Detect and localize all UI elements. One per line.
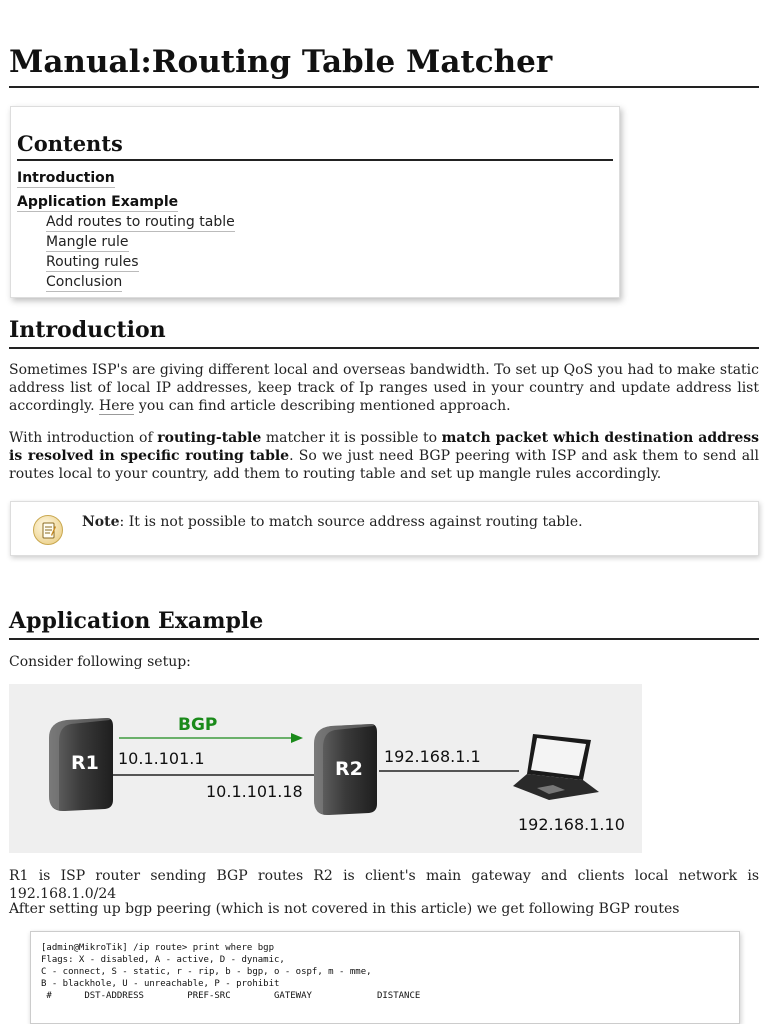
- here-link[interactable]: Here: [99, 398, 135, 414]
- toc-link-application-example[interactable]: Application Example: [17, 194, 179, 210]
- r1-label: R1: [71, 752, 99, 774]
- toc-link-routing-rules[interactable]: Routing rules: [46, 254, 139, 270]
- note-icon: [33, 515, 63, 545]
- toc-link-conclusion[interactable]: Conclusion: [46, 274, 123, 290]
- application-example-heading: Application Example: [9, 607, 759, 640]
- setup-intro-text: Consider following setup:: [9, 654, 191, 670]
- code-line: C - connect, S - static, r - rip, b - bgp, o - ospf, m - mme,: [41, 967, 372, 977]
- toc-link-mangle-rule[interactable]: Mangle rule: [46, 234, 129, 250]
- code-line: B - blackhole, U - unreachable, P - prohibit: [41, 979, 280, 989]
- introduction-paragraph-2: With introduction of routing-table matcher it is possible to match packet which destination address is resolved in specific routing table. So we just need BGP peering with ISP and ask them to send all routes local to your country, add them to routing table and set up mangle rules accordingly.: [9, 430, 760, 482]
- network-diagram-svg: [9, 684, 642, 853]
- setup-description-text: R1 is ISP router sending BGP routes R2 is client's main gateway and clients local network is 192.168.1.0/24: [9, 868, 759, 902]
- note-text: Note: It is not possible to match source address against routing table.: [82, 514, 583, 530]
- r2-lan-ip-label: 192.168.1.1: [384, 747, 481, 766]
- toc-title: Contents: [17, 131, 613, 161]
- r2-label: R2: [335, 758, 363, 780]
- bgp-routes-intro-text: After setting up bgp peering (which is not covered in this article) we get following BGP routes: [9, 901, 680, 917]
- toc-link-add-routes[interactable]: Add routes to routing table: [46, 214, 235, 230]
- page-title: Manual:Routing Table Matcher: [9, 42, 759, 88]
- code-block: [30, 931, 740, 1024]
- introduction-heading: Introduction: [9, 316, 759, 349]
- table-of-contents: [10, 106, 620, 298]
- r2-wan-ip-label: 10.1.101.18: [206, 782, 303, 801]
- bgp-arrowhead: [291, 733, 303, 743]
- laptop-ip-label: 192.168.1.10: [518, 815, 625, 834]
- bgp-label: BGP: [178, 715, 218, 735]
- r1-ip-label: 10.1.101.1: [118, 749, 205, 768]
- note-box: [10, 501, 759, 556]
- introduction-paragraph-1: Sometimes ISP's are giving different local and overseas bandwidth. To set up QoS you had to make static address list of local IP addresses, keep track of Ip ranges used in your country and update address list accordingly. Here you can find article describing mentioned approach.: [9, 362, 759, 414]
- code-line: # DST-ADDRESS PREF-SRC GATEWAY DISTANCE: [41, 991, 421, 1001]
- code-line: [admin@MikroTik] /ip route> print where bgp: [41, 943, 274, 953]
- network-diagram: [9, 684, 642, 853]
- laptop-icon: [513, 734, 599, 800]
- toc-link-introduction[interactable]: Introduction: [17, 170, 115, 186]
- code-line: Flags: X - disabled, A - active, D - dynamic,: [41, 955, 285, 965]
